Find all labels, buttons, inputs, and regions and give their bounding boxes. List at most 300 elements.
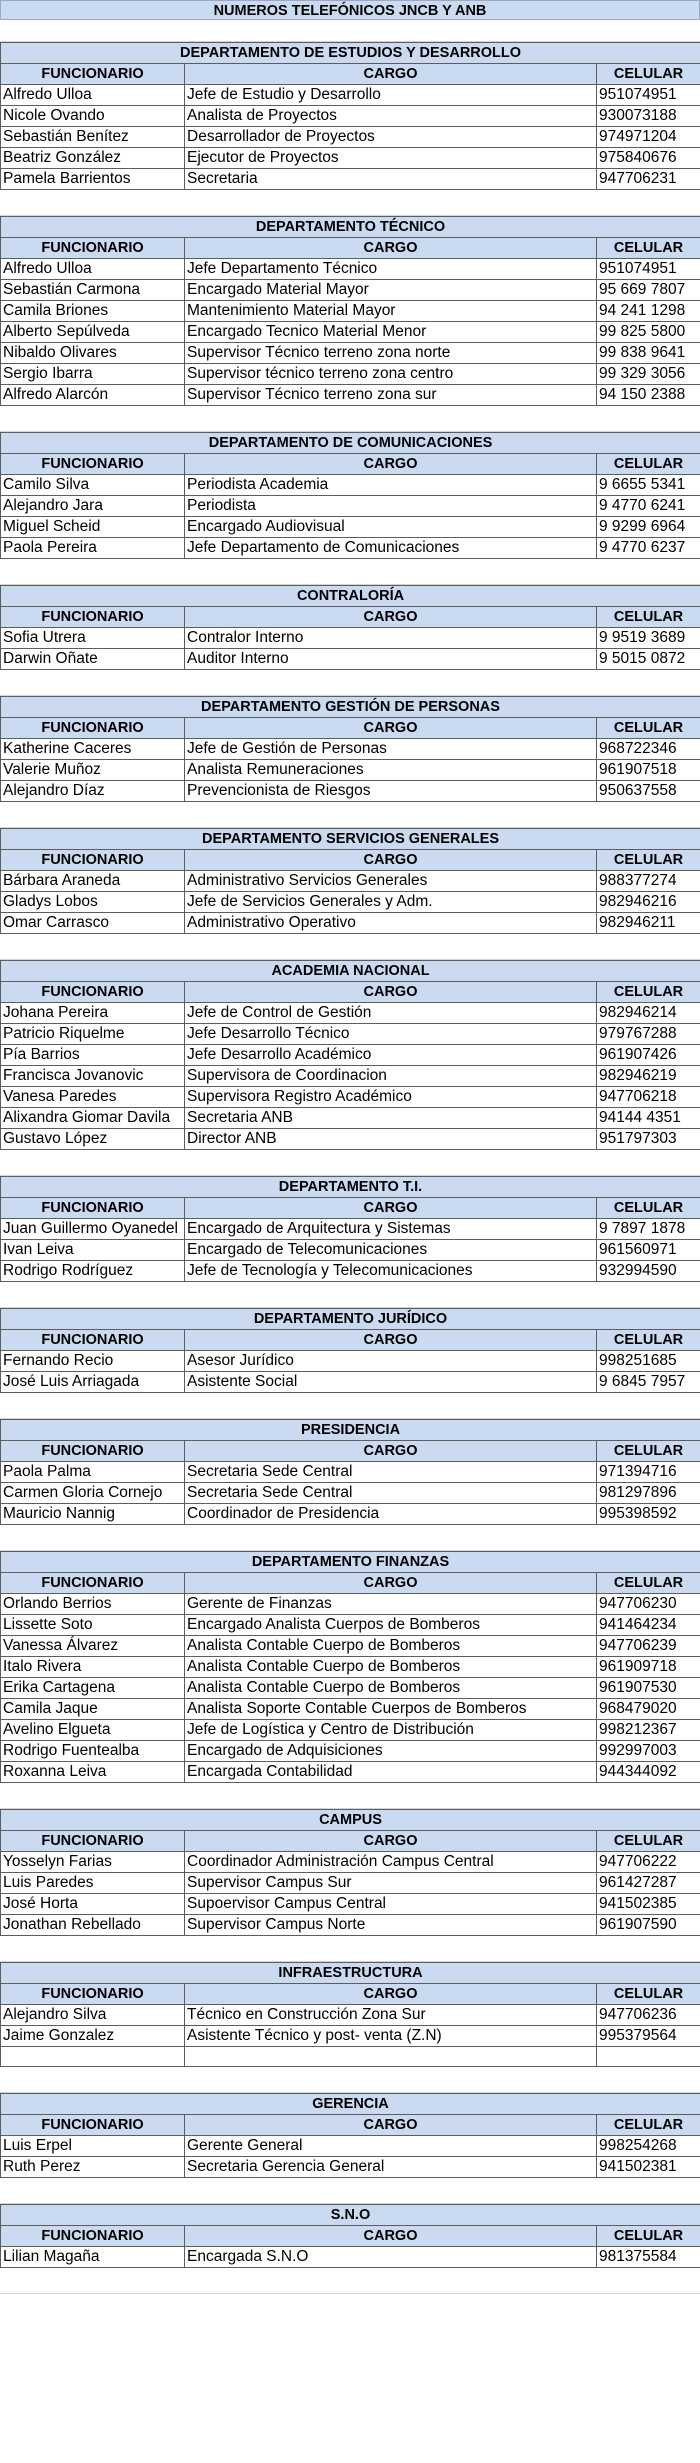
table-row — [1, 1108, 700, 1129]
celular-cell — [597, 2047, 700, 2067]
table-row — [1, 496, 700, 517]
table-row — [1, 127, 700, 148]
celular-cell: 998254268 — [597, 2136, 700, 2157]
funcionario-cell: Bárbara Araneda — [1, 871, 185, 892]
department-table — [0, 2204, 700, 2268]
funcionario-cell: Darwin Oñate — [1, 649, 185, 670]
celular-cell: 961907426 — [597, 1045, 700, 1066]
funcionario-cell: Vanesa Paredes — [1, 1087, 185, 1108]
column-header-cargo: CARGO — [185, 1984, 597, 2005]
section-spacer — [0, 1936, 700, 1962]
celular-cell: 99 838 9641 — [597, 343, 700, 364]
column-header-funcionario: FUNCIONARIO — [1, 850, 185, 871]
celular-cell: 947706231 — [597, 169, 700, 190]
table-row — [1, 343, 700, 364]
column-header-funcionario: FUNCIONARIO — [1, 1441, 185, 1462]
table-row — [1, 2247, 700, 2268]
table-row — [1, 1741, 700, 1762]
funcionario-cell: Nibaldo Olivares — [1, 343, 185, 364]
celular-cell: 975840676 — [597, 148, 700, 169]
cargo-cell: Supervisor Técnico terreno zona sur — [185, 385, 597, 406]
cargo-cell: Desarrollador de Proyectos — [185, 127, 597, 148]
table-row — [1, 1762, 700, 1783]
cargo-cell: Jefe Desarrollo Técnico — [185, 1024, 597, 1045]
department-section — [0, 1962, 700, 2093]
cargo-cell: Coordinador de Presidencia — [185, 1504, 597, 1525]
celular-cell: 992997003 — [597, 1741, 700, 1762]
column-header-cargo: CARGO — [185, 850, 597, 871]
celular-cell: 9 7897 1878 — [597, 1219, 700, 1240]
table-row — [1, 1483, 700, 1504]
column-header-cargo: CARGO — [185, 2115, 597, 2136]
column-header-cargo: CARGO — [185, 607, 597, 628]
department-table — [0, 1308, 700, 1393]
cargo-cell: Jefe de Tecnología y Telecomunicaciones — [185, 1261, 597, 1282]
celular-cell: 982946214 — [597, 1003, 700, 1024]
cargo-cell: Prevencionista de Riesgos — [185, 781, 597, 802]
cargo-cell: Secretaria Sede Central — [185, 1462, 597, 1483]
cargo-cell: Director ANB — [185, 1129, 597, 1150]
department-section — [0, 1809, 700, 1962]
celular-cell: 981375584 — [597, 2247, 700, 2268]
celular-cell: 961907590 — [597, 1915, 700, 1936]
table-row — [1, 1594, 700, 1615]
funcionario-cell — [1, 2047, 185, 2067]
cargo-cell: Contralor Interno — [185, 628, 597, 649]
celular-cell: 9 6845 7957 — [597, 1372, 700, 1393]
column-header-cargo: CARGO — [185, 1831, 597, 1852]
funcionario-cell: Ivan Leiva — [1, 1240, 185, 1261]
cargo-cell: Coordinador Administración Campus Central — [185, 1852, 597, 1873]
funcionario-cell: Lissette Soto — [1, 1615, 185, 1636]
cargo-cell: Supervisor Técnico terreno zona norte — [185, 343, 597, 364]
column-header-funcionario: FUNCIONARIO — [1, 718, 185, 739]
column-header-celular: CELULAR — [597, 1330, 700, 1351]
celular-cell: 947706218 — [597, 1087, 700, 1108]
funcionario-cell: Avelino Elgueta — [1, 1720, 185, 1741]
table-row — [1, 1066, 700, 1087]
table-row — [1, 760, 700, 781]
department-title: S.N.O — [1, 2205, 700, 2226]
table-row — [1, 1372, 700, 1393]
funcionario-cell: Paola Pereira — [1, 538, 185, 559]
department-title: DEPARTAMENTO TÉCNICO — [1, 217, 700, 238]
table-row — [1, 1657, 700, 1678]
cargo-cell: Encargado Analista Cuerpos de Bomberos — [185, 1615, 597, 1636]
funcionario-cell: Erika Cartagena — [1, 1678, 185, 1699]
table-row — [1, 280, 700, 301]
column-header-celular: CELULAR — [597, 1198, 700, 1219]
table-row — [1, 301, 700, 322]
table-row — [1, 2157, 700, 2178]
column-header-cargo: CARGO — [185, 1573, 597, 1594]
celular-cell: 941502381 — [597, 2157, 700, 2178]
column-header-celular: CELULAR — [597, 718, 700, 739]
department-section — [0, 1308, 700, 1419]
department-section — [0, 828, 700, 960]
table-row — [1, 1873, 700, 1894]
table-row — [1, 1636, 700, 1657]
section-spacer — [0, 1282, 700, 1308]
funcionario-cell: Fernando Recio — [1, 1351, 185, 1372]
table-row — [1, 1462, 700, 1483]
funcionario-cell: Pamela Barrientos — [1, 169, 185, 190]
department-title: PRESIDENCIA — [1, 1420, 700, 1441]
cargo-cell: Supervisor Campus Norte — [185, 1915, 597, 1936]
cargo-cell: Administrativo Operativo — [185, 913, 597, 934]
funcionario-cell: Jaime Gonzalez — [1, 2026, 185, 2047]
cargo-cell: Jefe de Estudio y Desarrollo — [185, 85, 597, 106]
cargo-cell: Analista Contable Cuerpo de Bomberos — [185, 1678, 597, 1699]
celular-cell: 995398592 — [597, 1504, 700, 1525]
department-section — [0, 585, 700, 696]
table-row — [1, 1915, 700, 1936]
table-row — [1, 1240, 700, 1261]
department-table — [0, 2093, 700, 2178]
table-row — [1, 1678, 700, 1699]
department-section — [0, 42, 700, 216]
department-table — [0, 1176, 700, 1282]
table-row — [1, 1699, 700, 1720]
celular-cell: 979767288 — [597, 1024, 700, 1045]
funcionario-cell: Orlando Berrios — [1, 1594, 185, 1615]
section-spacer — [0, 559, 700, 585]
funcionario-cell: Yosselyn Farias — [1, 1852, 185, 1873]
funcionario-cell: Francisca Jovanovic — [1, 1066, 185, 1087]
department-title: DEPARTAMENTO T.I. — [1, 1177, 700, 1198]
celular-cell: 947706230 — [597, 1594, 700, 1615]
department-section — [0, 1176, 700, 1308]
column-header-celular: CELULAR — [597, 982, 700, 1003]
department-table — [0, 828, 700, 934]
funcionario-cell: Beatriz González — [1, 148, 185, 169]
funcionario-cell: Sofia Utrera — [1, 628, 185, 649]
department-title: DEPARTAMENTO SERVICIOS GENERALES — [1, 829, 700, 850]
celular-cell: 9 6655 5341 — [597, 475, 700, 496]
column-header-funcionario: FUNCIONARIO — [1, 982, 185, 1003]
celular-cell: 944344092 — [597, 1762, 700, 1783]
department-table — [0, 960, 700, 1150]
department-title: GERENCIA — [1, 2094, 700, 2115]
cargo-cell: Ejecutor de Proyectos — [185, 148, 597, 169]
celular-cell: 947706236 — [597, 2005, 700, 2026]
celular-cell: 94 150 2388 — [597, 385, 700, 406]
funcionario-cell: Paola Palma — [1, 1462, 185, 1483]
celular-cell: 9 5015 0872 — [597, 649, 700, 670]
cargo-cell: Analista Contable Cuerpo de Bomberos — [185, 1636, 597, 1657]
funcionario-cell: Alejandro Silva — [1, 2005, 185, 2026]
department-section — [0, 696, 700, 828]
funcionario-cell: Carmen Gloria Cornejo — [1, 1483, 185, 1504]
celular-cell: 94144 4351 — [597, 1108, 700, 1129]
funcionario-cell: Roxanna Leiva — [1, 1762, 185, 1783]
department-table — [0, 42, 700, 190]
celular-cell: 9 4770 6237 — [597, 538, 700, 559]
cargo-cell: Gerente General — [185, 2136, 597, 2157]
funcionario-cell: Mauricio Nannig — [1, 1504, 185, 1525]
department-title: INFRAESTRUCTURA — [1, 1963, 700, 1984]
cargo-cell: Encargado de Telecomunicaciones — [185, 1240, 597, 1261]
department-title: DEPARTAMENTO DE COMUNICACIONES — [1, 433, 700, 454]
column-header-cargo: CARGO — [185, 1441, 597, 1462]
funcionario-cell: Valerie Muñoz — [1, 760, 185, 781]
funcionario-cell: Alfredo Ulloa — [1, 259, 185, 280]
cargo-cell: Administrativo Servicios Generales — [185, 871, 597, 892]
section-spacer — [0, 1150, 700, 1176]
department-table — [0, 585, 700, 670]
cargo-cell — [185, 2047, 597, 2067]
column-header-celular: CELULAR — [597, 1573, 700, 1594]
cargo-cell: Encargada Contabilidad — [185, 1762, 597, 1783]
section-spacer — [0, 406, 700, 432]
table-row — [1, 781, 700, 802]
column-header-funcionario: FUNCIONARIO — [1, 238, 185, 259]
page-title: NUMEROS TELEFÓNICOS JNCB Y ANB — [0, 0, 700, 20]
section-spacer — [0, 190, 700, 216]
department-section — [0, 2204, 700, 2294]
column-header-funcionario: FUNCIONARIO — [1, 454, 185, 475]
table-row — [1, 1504, 700, 1525]
table-row — [1, 1045, 700, 1066]
table-row — [1, 1261, 700, 1282]
table-row — [1, 1894, 700, 1915]
table-row — [1, 385, 700, 406]
celular-cell: 982946219 — [597, 1066, 700, 1087]
celular-cell: 94 241 1298 — [597, 301, 700, 322]
funcionario-cell: Camilo Silva — [1, 475, 185, 496]
celular-cell: 998251685 — [597, 1351, 700, 1372]
column-header-celular: CELULAR — [597, 607, 700, 628]
column-header-cargo: CARGO — [185, 238, 597, 259]
table-row — [1, 1852, 700, 1873]
cargo-cell: Asesor Jurídico — [185, 1351, 597, 1372]
cargo-cell: Encargado de Adquisiciones — [185, 1741, 597, 1762]
table-row — [1, 871, 700, 892]
funcionario-cell: Rodrigo Rodríguez — [1, 1261, 185, 1282]
section-spacer — [0, 1393, 700, 1419]
table-row — [1, 1024, 700, 1045]
funcionario-cell: Omar Carrasco — [1, 913, 185, 934]
table-row — [1, 739, 700, 760]
table-row — [1, 2026, 700, 2047]
cargo-cell: Asistente Técnico y post- venta (Z.N) — [185, 2026, 597, 2047]
section-spacer — [0, 934, 700, 960]
table-row — [1, 892, 700, 913]
department-section — [0, 1419, 700, 1551]
cargo-cell: Supervisor Campus Sur — [185, 1873, 597, 1894]
table-row — [1, 2047, 700, 2067]
celular-cell: 947706222 — [597, 1852, 700, 1873]
department-section — [0, 432, 700, 585]
celular-cell: 99 825 5800 — [597, 322, 700, 343]
celular-cell: 930073188 — [597, 106, 700, 127]
table-row — [1, 1129, 700, 1150]
funcionario-cell: Gladys Lobos — [1, 892, 185, 913]
cargo-cell: Gerente de Finanzas — [185, 1594, 597, 1615]
department-title: DEPARTAMENTO JURÍDICO — [1, 1309, 700, 1330]
column-header-cargo: CARGO — [185, 718, 597, 739]
table-row — [1, 475, 700, 496]
section-spacer — [0, 670, 700, 696]
department-title: DEPARTAMENTO FINANZAS — [1, 1552, 700, 1573]
column-header-celular: CELULAR — [597, 1984, 700, 2005]
celular-cell: 982946216 — [597, 892, 700, 913]
column-header-celular: CELULAR — [597, 238, 700, 259]
funcionario-cell: Luis Erpel — [1, 2136, 185, 2157]
funcionario-cell: Sebastián Carmona — [1, 280, 185, 301]
column-header-celular: CELULAR — [597, 2115, 700, 2136]
table-row — [1, 649, 700, 670]
cargo-cell: Supervisora de Coordinacion — [185, 1066, 597, 1087]
table-row — [1, 322, 700, 343]
funcionario-cell: Camila Jaque — [1, 1699, 185, 1720]
celular-cell: 974971204 — [597, 127, 700, 148]
department-sections — [0, 42, 700, 2294]
funcionario-cell: Johana Pereira — [1, 1003, 185, 1024]
funcionario-cell: Rodrigo Fuentealba — [1, 1741, 185, 1762]
column-header-funcionario: FUNCIONARIO — [1, 1831, 185, 1852]
column-header-cargo: CARGO — [185, 2226, 597, 2247]
column-header-funcionario: FUNCIONARIO — [1, 2115, 185, 2136]
celular-cell: 968722346 — [597, 739, 700, 760]
celular-cell: 941502385 — [597, 1894, 700, 1915]
celular-cell: 99 329 3056 — [597, 364, 700, 385]
department-section — [0, 960, 700, 1176]
department-table — [0, 1809, 700, 1936]
column-header-cargo: CARGO — [185, 1198, 597, 1219]
funcionario-cell: Italo Rivera — [1, 1657, 185, 1678]
funcionario-cell: Sebastián Benítez — [1, 127, 185, 148]
celular-cell: 998212367 — [597, 1720, 700, 1741]
celular-cell: 961560971 — [597, 1240, 700, 1261]
cargo-cell: Jefe Departamento Técnico — [185, 259, 597, 280]
cargo-cell: Secretaria Gerencia General — [185, 2157, 597, 2178]
table-row — [1, 106, 700, 127]
funcionario-cell: Sergio Ibarra — [1, 364, 185, 385]
table-row — [1, 913, 700, 934]
celular-cell: 95 669 7807 — [597, 280, 700, 301]
column-header-celular: CELULAR — [597, 2226, 700, 2247]
cargo-cell: Jefe de Gestión de Personas — [185, 739, 597, 760]
table-row — [1, 364, 700, 385]
column-header-celular: CELULAR — [597, 850, 700, 871]
cargo-cell: Jefe Departamento de Comunicaciones — [185, 538, 597, 559]
funcionario-cell: Lilian Magaña — [1, 2247, 185, 2268]
cargo-cell: Jefe de Control de Gestión — [185, 1003, 597, 1024]
funcionario-cell: Luis Paredes — [1, 1873, 185, 1894]
cargo-cell: Encargada S.N.O — [185, 2247, 597, 2268]
department-title: DEPARTAMENTO GESTIÓN DE PERSONAS — [1, 697, 700, 718]
department-table — [0, 1962, 700, 2067]
celular-cell: 932994590 — [597, 1261, 700, 1282]
celular-cell: 971394716 — [597, 1462, 700, 1483]
funcionario-cell: José Horta — [1, 1894, 185, 1915]
table-row — [1, 538, 700, 559]
celular-cell: 961907530 — [597, 1678, 700, 1699]
cargo-cell: Supervisor técnico terreno zona centro — [185, 364, 597, 385]
funcionario-cell: Ruth Perez — [1, 2157, 185, 2178]
department-section — [0, 216, 700, 432]
cargo-cell: Técnico en Construcción Zona Sur — [185, 2005, 597, 2026]
celular-cell: 982946211 — [597, 913, 700, 934]
column-header-funcionario: FUNCIONARIO — [1, 1198, 185, 1219]
column-header-funcionario: FUNCIONARIO — [1, 1330, 185, 1351]
cargo-cell: Analista de Proyectos — [185, 106, 597, 127]
celular-cell: 961909718 — [597, 1657, 700, 1678]
celular-cell: 9 4770 6241 — [597, 496, 700, 517]
funcionario-cell: Gustavo López — [1, 1129, 185, 1150]
table-row — [1, 1003, 700, 1024]
cargo-cell: Analista Soporte Contable Cuerpos de Bomberos — [185, 1699, 597, 1720]
table-row — [1, 1219, 700, 1240]
cargo-cell: Encargado Material Mayor — [185, 280, 597, 301]
cargo-cell: Auditor Interno — [185, 649, 597, 670]
cargo-cell: Supervisora Registro Académico — [185, 1087, 597, 1108]
funcionario-cell: Camila Briones — [1, 301, 185, 322]
celular-cell: 947706239 — [597, 1636, 700, 1657]
funcionario-cell: Juan Guillermo Oyanedel — [1, 1219, 185, 1240]
celular-cell: 941464234 — [597, 1615, 700, 1636]
funcionario-cell: Alfredo Ulloa — [1, 85, 185, 106]
cargo-cell: Jefe de Logística y Centro de Distribución — [185, 1720, 597, 1741]
empty-row — [0, 20, 700, 42]
table-row — [1, 259, 700, 280]
section-spacer — [0, 2178, 700, 2204]
celular-cell: 950637558 — [597, 781, 700, 802]
department-section — [0, 1551, 700, 1809]
column-header-cargo: CARGO — [185, 64, 597, 85]
cargo-cell: Mantenimiento Material Mayor — [185, 301, 597, 322]
department-title: DEPARTAMENTO DE ESTUDIOS Y DESARROLLO — [1, 43, 700, 64]
department-table — [0, 216, 700, 406]
department-table — [0, 696, 700, 802]
column-header-cargo: CARGO — [185, 454, 597, 475]
column-header-funcionario: FUNCIONARIO — [1, 2226, 185, 2247]
table-row — [1, 85, 700, 106]
celular-cell: 9 9519 3689 — [597, 628, 700, 649]
section-spacer — [0, 802, 700, 828]
celular-cell: 961907518 — [597, 760, 700, 781]
department-section — [0, 2093, 700, 2204]
funcionario-cell: Miguel Scheid — [1, 517, 185, 538]
table-row — [1, 1087, 700, 1108]
section-spacer — [0, 2067, 700, 2093]
cargo-cell: Asistente Social — [185, 1372, 597, 1393]
column-header-cargo: CARGO — [185, 1330, 597, 1351]
celular-cell: 995379564 — [597, 2026, 700, 2047]
table-row — [1, 517, 700, 538]
funcionario-cell: Vanessa Álvarez — [1, 1636, 185, 1657]
celular-cell: 981297896 — [597, 1483, 700, 1504]
cargo-cell: Encargado Audiovisual — [185, 517, 597, 538]
column-header-funcionario: FUNCIONARIO — [1, 607, 185, 628]
department-table — [0, 432, 700, 559]
column-header-cargo: CARGO — [185, 982, 597, 1003]
table-row — [1, 1720, 700, 1741]
department-title: CAMPUS — [1, 1810, 700, 1831]
celular-cell: 951074951 — [597, 85, 700, 106]
funcionario-cell: Pía Barrios — [1, 1045, 185, 1066]
column-header-funcionario: FUNCIONARIO — [1, 1573, 185, 1594]
cargo-cell: Periodista Academia — [185, 475, 597, 496]
cargo-cell: Encargado de Arquitectura y Sistemas — [185, 1219, 597, 1240]
celular-cell: 951797303 — [597, 1129, 700, 1150]
funcionario-cell: José Luis Arriagada — [1, 1372, 185, 1393]
funcionario-cell: Katherine Caceres — [1, 739, 185, 760]
cargo-cell: Supoervisor Campus Central — [185, 1894, 597, 1915]
column-header-celular: CELULAR — [597, 1441, 700, 1462]
funcionario-cell: Alfredo Alarcón — [1, 385, 185, 406]
